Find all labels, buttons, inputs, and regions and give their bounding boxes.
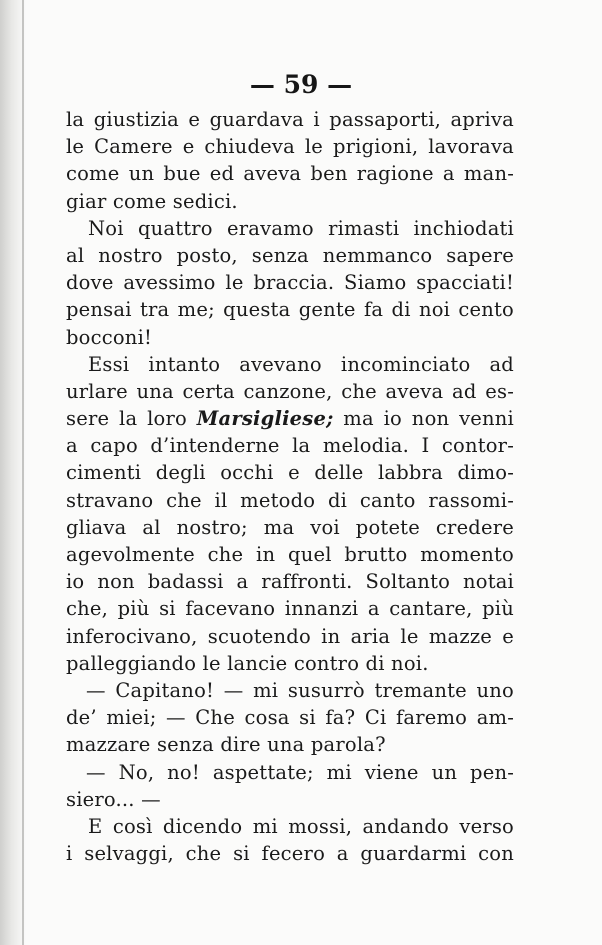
italic-title: Marsigliese; <box>196 407 334 431</box>
text-line-with-italic <box>66 405 514 432</box>
text-fragment: sere la loro <box>66 407 197 431</box>
body-text <box>66 106 514 867</box>
text-line: mazzare senza dire una parola? <box>66 733 386 757</box>
text-line: come un bue ed aveva ben ragione a man- <box>66 162 514 186</box>
text-line: giar come sedici. <box>66 189 238 213</box>
text-line: de’ miei; — Che cosa si fa? Ci faremo am- <box>66 706 514 730</box>
text-line: palleggiando le lancie contro di noi. <box>66 651 429 675</box>
dialogue-line: — Capitano! — mi susurrò tremante uno <box>86 678 514 702</box>
text-line: le Camere e chiudeva le prigioni, lavorava <box>66 135 514 159</box>
paragraph-start-line: E così dicendo mi mossi, andando verso <box>88 814 514 838</box>
text-line: a capo d’intenderne la melodia. I contor- <box>66 434 514 458</box>
spine-edge <box>22 0 24 945</box>
text-line: stravano che il metodo di canto rassomi- <box>66 488 514 512</box>
text-line: i selvaggi, che si fecero a guardarmi con <box>66 842 514 866</box>
page-number: — 59 — <box>249 70 353 99</box>
text-line: gliava al nostro; ma voi potete credere <box>66 515 514 539</box>
dialogue-line: — No, no! aspettate; mi viene un pen- <box>86 760 514 784</box>
text-line: cimenti degli occhi e delle labbra dimo- <box>66 461 514 485</box>
text-line: io non badassi a raffronti. Soltanto notai <box>66 570 514 594</box>
text-line: pensai tra me; questa gente fa di noi cento <box>66 298 514 322</box>
text-line: bocconi! <box>66 325 153 349</box>
text-line: agevolmente che in quel brutto momento <box>66 543 514 566</box>
text-line: al nostro posto, senza nemmanco sapere <box>66 243 514 267</box>
paragraph-start-line: Essi intanto avevano incominciato ad <box>88 352 514 376</box>
text-line: urlare una certa canzone, che aveva ad es- <box>66 379 514 403</box>
text-line: siero... — <box>66 787 161 811</box>
text-line: dove avessimo le braccia. Siamo spacciati! <box>66 271 514 295</box>
text-line: inferocivano, scuotendo in aria le mazze e <box>66 624 514 648</box>
text-line: la giustizia e guardava i passaporti, apriva <box>66 108 514 131</box>
paragraph-start-line: Noi quattro eravamo rimasti inchiodati <box>88 216 514 240</box>
text-fragment: ma io non venni <box>333 407 514 431</box>
text-line: che, più si facevano innanzi a cantare, più <box>66 597 514 621</box>
